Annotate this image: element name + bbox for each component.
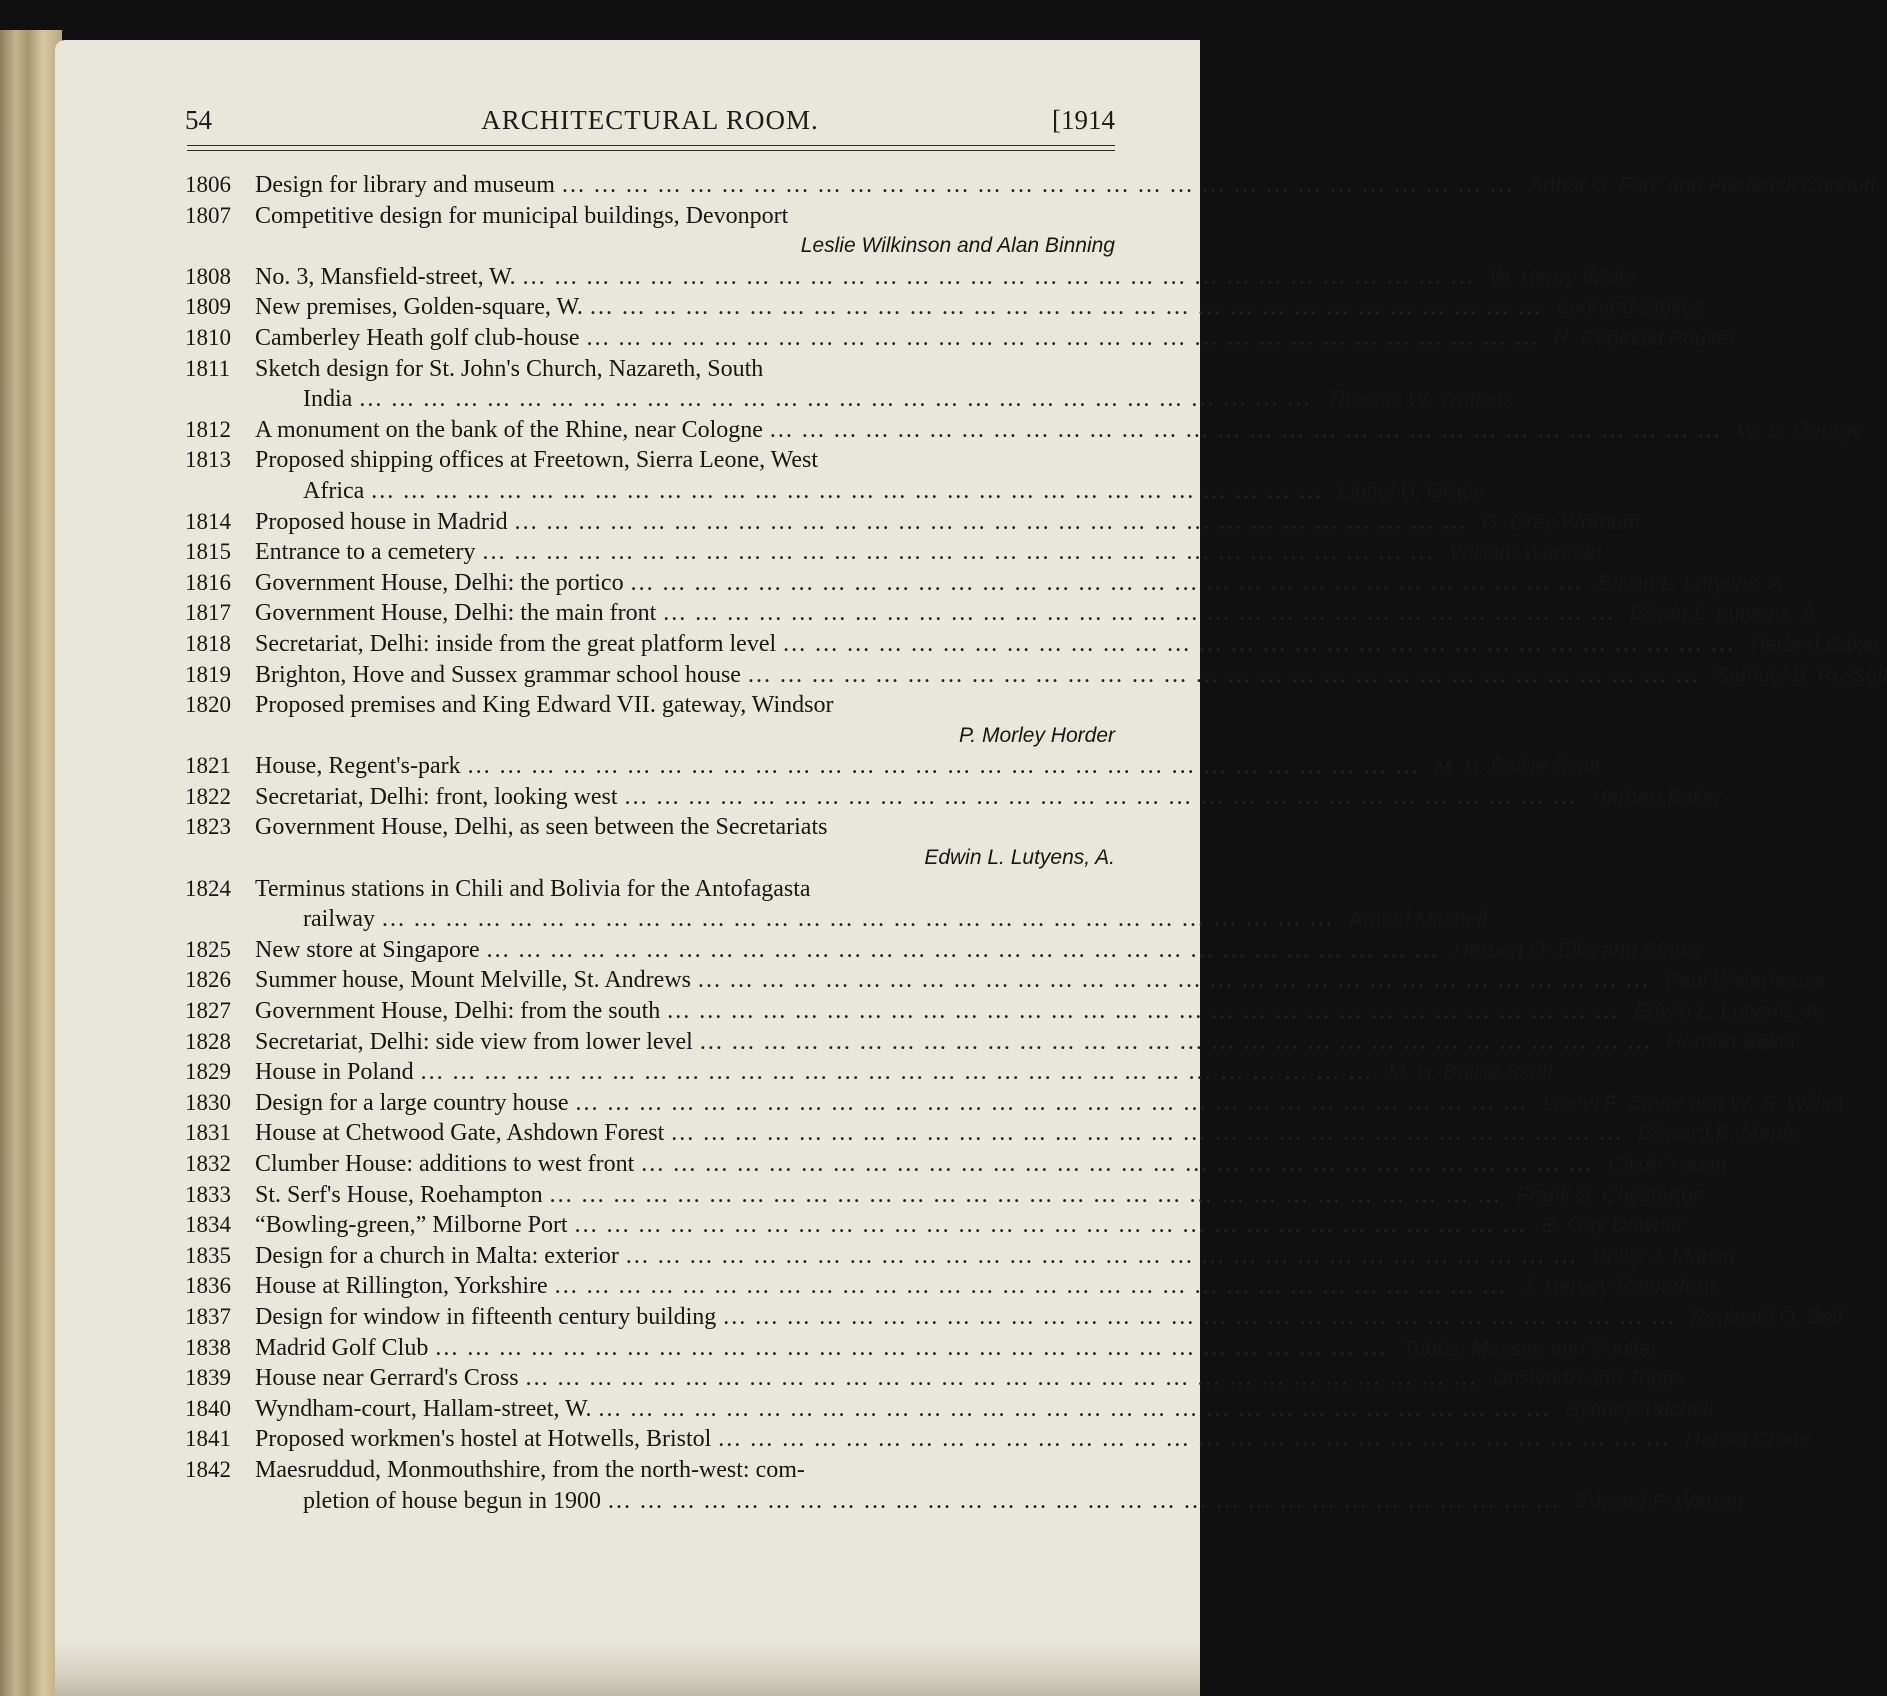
entry-title: No. 3, Mansfield-street, W. (255, 263, 516, 290)
entry-body (255, 965, 1826, 996)
entry-body (255, 1027, 1798, 1058)
leader-dots (519, 1363, 1485, 1394)
leader-dots (428, 1333, 1394, 1364)
catalogue-entry (185, 292, 1705, 323)
entry-author: M. H. Baillie Scott (1387, 1061, 1554, 1085)
entry-body (255, 201, 1115, 262)
catalogue-entry (185, 1149, 1728, 1180)
catalogue-entry (185, 201, 1115, 262)
entry-body (255, 507, 1640, 538)
entry-author: Lionel F. Crane and W. S. Willan (1542, 1091, 1844, 1115)
entry-author: Frank S. Chesterton (1516, 1183, 1705, 1207)
entry-number: 1818 (185, 630, 231, 656)
catalogue-entries (185, 170, 1887, 1516)
leader-dots (591, 1394, 1557, 1425)
leader-dots (693, 1027, 1659, 1058)
entry-line (255, 231, 1115, 262)
entry-title: Secretariat, Delhi: side view from lower level (255, 1028, 693, 1055)
entry-line (255, 201, 1115, 232)
entry-number: 1840 (185, 1395, 231, 1421)
entry-number: 1834 (185, 1212, 231, 1238)
entry-line (255, 1302, 1842, 1333)
entry-title: Proposed premises and King Edward VII. gateway, Windsor (255, 692, 834, 719)
catalogue-entry (185, 1394, 1713, 1425)
leader-dots (548, 1271, 1514, 1302)
entry-line (255, 782, 1722, 813)
leader-dots (555, 170, 1521, 201)
header-rule-top (187, 145, 1115, 146)
entry-title-continued: pletion of house begun in 1900 (303, 1487, 601, 1514)
entry-author: Clyde Young (1608, 1153, 1728, 1176)
entry-author: Herbert Baker (1750, 632, 1881, 656)
entry-number: 1807 (185, 202, 231, 228)
leader-dots (516, 262, 1482, 293)
entry-title: Terminus stations in Chili and Bolivia for the Antofagasta (255, 875, 811, 902)
entry-line (255, 507, 1640, 538)
entry-number: 1825 (185, 936, 231, 962)
entry-line (255, 629, 1881, 660)
entry-number: 1815 (185, 539, 231, 565)
entry-line (255, 1486, 1743, 1517)
leader-dots (352, 384, 1318, 415)
entry-author: Reginald O. Bell (1690, 1305, 1842, 1329)
leader-dots (711, 1424, 1677, 1455)
entry-number: 1841 (185, 1426, 231, 1452)
entry-line (255, 1424, 1810, 1455)
entry-author: Lionel U. Grace (1338, 479, 1485, 503)
catalogue-entry (185, 568, 1789, 599)
entry-number: 1813 (185, 447, 231, 473)
entry-line (255, 1363, 1685, 1394)
entry-title: New store at Singapore (255, 936, 480, 963)
entry-number: 1814 (185, 508, 231, 534)
entry-line (255, 1057, 1553, 1088)
entry-body (255, 1180, 1705, 1211)
entry-body (255, 1363, 1685, 1394)
entry-author: Edwin L. Lutyens, A. (1630, 602, 1821, 626)
leader-dots (461, 751, 1427, 782)
entry-author: Thomas W. Watkins (1326, 388, 1514, 412)
entry-title: A monument on the bank of the Rhine, near Cologne (255, 416, 763, 443)
entry-body (255, 1088, 1843, 1119)
entry-body (255, 1210, 1684, 1241)
entry-line (255, 1271, 1715, 1302)
leader-dots (618, 782, 1584, 813)
leader-dots (634, 1149, 1600, 1180)
entry-line (255, 170, 1876, 201)
entry-title: Sketch design for St. John's Church, Nazareth, South (255, 355, 764, 382)
entry-number: 1806 (185, 172, 231, 197)
entry-body (255, 629, 1881, 660)
leader-dots (741, 660, 1707, 691)
catalogue-entry (185, 1118, 1800, 1149)
entry-line (255, 965, 1826, 996)
entry-body (255, 537, 1602, 568)
entry-title: Government House, Delhi: the main front (255, 600, 657, 627)
entry-title: House near Gerrard's Cross (255, 1365, 519, 1392)
entry-number: 1819 (185, 661, 231, 687)
entry-line (255, 537, 1602, 568)
entry-author: Tubbs, Messer, and Poulter (1402, 1336, 1658, 1360)
entry-title: St. Serf's House, Roehampton (255, 1181, 543, 1208)
leader-dots (776, 629, 1742, 660)
entry-body (255, 812, 1115, 873)
entry-author: Arnold Mitchell (1348, 908, 1487, 932)
entry-line (255, 1455, 1743, 1486)
leader-dots (716, 1302, 1682, 1333)
entry-author: W. S. George (1736, 418, 1864, 442)
entry-number: 1812 (185, 416, 231, 442)
entry-number: 1837 (185, 1303, 231, 1329)
entry-author: Edwin L. Lutyens, A. (1597, 571, 1789, 595)
entry-line (255, 812, 1115, 843)
catalogue-entry (185, 1271, 1716, 1302)
entry-author: Paul Waterhouse (1664, 969, 1826, 993)
entry-body (255, 1149, 1727, 1180)
leader-dots (568, 1210, 1534, 1241)
leader-dots (375, 904, 1341, 935)
entry-number: 1822 (185, 783, 231, 809)
entry-author: M. H. Baillie Scott (1434, 755, 1601, 779)
entry-title: Entrance to a cemetery (255, 539, 476, 566)
entry-line (255, 1027, 1798, 1058)
entry-title: Proposed house in Madrid (255, 508, 508, 535)
entry-title: House in Poland (255, 1059, 414, 1086)
catalogue-entry (185, 1210, 1684, 1241)
entry-line (255, 1088, 1843, 1119)
entry-line (255, 1118, 1799, 1149)
entry-title: Design for library and museum (255, 172, 555, 198)
leader-dots (619, 1241, 1585, 1272)
catalogue-entry (185, 354, 1514, 415)
entry-line (255, 568, 1788, 599)
catalogue-entry (185, 1455, 1744, 1516)
leader-dots (601, 1486, 1567, 1517)
catalogue-entry (185, 812, 1115, 873)
entry-line (255, 292, 1704, 323)
entry-line (255, 1394, 1713, 1425)
entry-title: Government House, Delhi: from the south (255, 998, 661, 1025)
entry-title: Brighton, Hove and Sussex grammar school house (255, 661, 741, 688)
leader-dots (656, 598, 1622, 629)
entry-line (255, 996, 1825, 1027)
entry-body (255, 782, 1722, 813)
catalogue-entry (185, 415, 1864, 446)
entry-line (255, 721, 1115, 752)
leader-dots (568, 1088, 1534, 1119)
entry-line (255, 843, 1115, 874)
catalogue-entry (185, 598, 1821, 629)
leader-dots (414, 1057, 1380, 1088)
entry-line (255, 904, 1487, 935)
leader-dots (691, 965, 1657, 996)
entry-title: Design for window in fifteenth century building (255, 1303, 717, 1330)
entry-title: Camberley Heath golf club-house (255, 324, 580, 351)
entry-number: 1828 (185, 1028, 231, 1054)
entry-line (255, 598, 1821, 629)
entry-line (255, 1333, 1658, 1364)
catalogue-entry (185, 690, 1115, 751)
entry-title: Proposed workmen's hostel at Hotwells, Bristol (255, 1426, 712, 1453)
entry-title-continued: India (303, 386, 353, 413)
entry-title: Government House, Delhi: the portico (255, 569, 624, 596)
entry-body (255, 598, 1821, 629)
entry-body (255, 445, 1484, 506)
leader-dots (664, 1118, 1630, 1149)
entry-author: Philip J. Marvin (1592, 1244, 1736, 1268)
catalogue-entry (185, 507, 1641, 538)
catalogue-entry (185, 751, 1601, 782)
entry-number: 1833 (185, 1181, 231, 1207)
entry-line (255, 751, 1600, 782)
catalogue-entry (185, 996, 1825, 1027)
catalogue-entry (185, 445, 1485, 506)
entry-author: J. Hervey Rutherford (1521, 1275, 1716, 1299)
entry-title: Competitive design for municipal buildings, Devonport (255, 202, 789, 229)
entry-number: 1829 (185, 1059, 231, 1085)
catalogue-entry (185, 629, 1881, 660)
entry-line (255, 935, 1703, 966)
entry-title: House at Chetwood Gate, Ashdown Forest (255, 1120, 665, 1147)
catalogue-entry (185, 170, 1876, 201)
entry-author: Leslie Wilkinson and Alan Binning (800, 234, 1115, 258)
entry-body (255, 415, 1863, 446)
entry-line (255, 690, 1115, 721)
entry-line (255, 476, 1484, 507)
entry-number: 1821 (185, 753, 231, 779)
entry-body (255, 354, 1513, 415)
entry-number: 1823 (185, 814, 231, 840)
entry-line (255, 1241, 1735, 1272)
entry-author: Sydney Tatchell (1565, 1397, 1713, 1421)
entry-line (255, 445, 1484, 476)
entry-line (255, 384, 1513, 415)
entry-title: Wyndham-court, Hallam-street, W. (255, 1395, 592, 1422)
page-title: ARCHITECTURAL ROOM. (481, 105, 819, 135)
page-header (185, 105, 1115, 145)
entry-author: E. Guy Dawber (1541, 1214, 1684, 1238)
entry-author: Edwin L. Lutyens, A. (924, 846, 1115, 870)
entry-title: Design for a church in Malta: exterior (255, 1242, 619, 1269)
entry-body (255, 1057, 1553, 1088)
catalogue-entry (185, 1424, 1811, 1455)
entry-author: Edward B. Maufe (1638, 1122, 1800, 1146)
leader-dots (543, 1180, 1509, 1211)
page-year: [1914 (1052, 105, 1115, 135)
catalogue-entry (185, 965, 1826, 996)
entry-title: Summer house, Mount Melville, St. Andrews (255, 967, 691, 994)
entry-author: W. Henry White (1489, 265, 1636, 289)
entry-title: Maesruddud, Monmouthshire, from the north-west: com- (255, 1456, 805, 1483)
entry-number: 1832 (185, 1151, 231, 1176)
entry-author: Edwin L. Lutyens, A. (1634, 1000, 1825, 1024)
entry-author: Arthur C. Fare and Frederick Cannon (1528, 174, 1876, 197)
entry-body (255, 935, 1703, 966)
entry-line (255, 323, 1736, 354)
entry-number: 1810 (185, 324, 231, 350)
page-bottom-edge (55, 1640, 1200, 1696)
entry-author: Leonard Stokes (1556, 296, 1705, 320)
entry-title: Proposed shipping offices at Freetown, Sierra Leone, West (255, 447, 819, 474)
entry-title: House at Rillington, Yorkshire (255, 1273, 548, 1300)
page-number: 54 (185, 105, 212, 135)
catalogue-entry (185, 935, 1704, 966)
entry-number: 1824 (185, 875, 231, 901)
entry-body (255, 170, 1876, 201)
entry-number: 1826 (185, 967, 231, 993)
entry-line (255, 1210, 1684, 1241)
entry-body (255, 1394, 1713, 1425)
entry-body (255, 1424, 1810, 1455)
entry-number: 1830 (185, 1089, 231, 1115)
entry-author: P. Morley Horder (958, 723, 1115, 747)
entry-line (255, 660, 1887, 691)
catalogue-entry (185, 782, 1723, 813)
catalogue-entry (185, 537, 1602, 568)
entry-line (255, 262, 1636, 293)
catalogue-entry (185, 1302, 1842, 1333)
entry-body (255, 323, 1736, 354)
entry-title: Design for a large country house (255, 1089, 569, 1116)
entry-author: William Warman (1449, 541, 1602, 565)
catalogue-entry (185, 1363, 1685, 1394)
entry-body (255, 660, 1887, 691)
entry-body (255, 1118, 1799, 1149)
entry-author: Harold Crone (1685, 1428, 1811, 1452)
leader-dots (660, 996, 1626, 1027)
entry-body (255, 1333, 1658, 1364)
catalogue-entry (185, 1057, 1554, 1088)
entry-title: Secretariat, Delhi: front, looking west (255, 783, 618, 810)
entry-body (255, 1271, 1715, 1302)
entry-number: 1808 (185, 263, 231, 289)
entry-author: H. Reginald Poulter (1553, 326, 1736, 350)
entry-number: 1811 (185, 355, 231, 381)
catalogue-entry (185, 1027, 1798, 1058)
leader-dots (364, 476, 1330, 507)
entry-title: Secretariat, Delhi: inside from the great platform level (255, 630, 777, 657)
entry-body (255, 1302, 1842, 1333)
entry-author: Samuel B. Russell (1714, 663, 1887, 687)
entry-body (255, 874, 1487, 935)
entry-author: Herbert Baker (1591, 785, 1723, 809)
entry-line (255, 354, 1513, 385)
entry-line (255, 1180, 1705, 1211)
entry-body (255, 1241, 1735, 1272)
catalogue-entry (185, 1180, 1705, 1211)
entry-number: 1816 (185, 569, 231, 595)
entry-body (255, 1455, 1743, 1516)
entry-number: 1838 (185, 1334, 231, 1360)
catalogue-entry (185, 1333, 1658, 1364)
entry-body (255, 292, 1704, 323)
entry-title: House, Regent's-park (255, 753, 461, 780)
entry-body (255, 262, 1636, 293)
entry-body (255, 568, 1788, 599)
entry-number: 1809 (185, 294, 231, 320)
entry-author: Edward P. Warren (1574, 1489, 1744, 1513)
catalogue-entry (185, 1241, 1736, 1272)
leader-dots (763, 415, 1729, 446)
entry-title-continued: Africa (303, 477, 365, 504)
entry-line (255, 415, 1863, 446)
entry-title: New premises, Golden-square, W. (255, 294, 583, 321)
leader-dots (508, 507, 1474, 538)
entry-body (255, 996, 1825, 1027)
leader-dots (480, 935, 1446, 966)
entry-title: “Bowling-green,” Milborne Port (255, 1212, 568, 1239)
entry-author: Unsworth and Triggs (1492, 1367, 1685, 1391)
entry-title-continued: railway (303, 906, 375, 933)
entry-number: 1820 (185, 692, 231, 718)
catalogue-entry (185, 1088, 1844, 1119)
entry-number: 1839 (185, 1365, 231, 1391)
entry-number: 1836 (185, 1273, 231, 1299)
header-rule-bottom (187, 150, 1115, 151)
entry-author: Herbert Baker (1666, 1030, 1798, 1054)
catalogue-entry (185, 262, 1636, 293)
entry-body (255, 690, 1115, 751)
entry-number: 1827 (185, 998, 231, 1024)
catalogue-entry (185, 660, 1887, 691)
entry-number: 1817 (185, 600, 231, 626)
entry-title: Madrid Golf Club (255, 1334, 429, 1361)
entry-author: Herbert O. Ellis and Clarke (1453, 938, 1704, 962)
entry-title: Clumber House: additions to west front (255, 1151, 635, 1177)
leader-dots (476, 537, 1442, 568)
catalogue-entry (185, 323, 1736, 354)
entry-line (255, 874, 1487, 905)
entry-line (255, 1149, 1727, 1180)
leader-dots (580, 323, 1546, 354)
book-spine-edge (0, 30, 62, 1696)
leader-dots (583, 292, 1549, 323)
entry-title: Government House, Delhi, as seen between the Secretariats (255, 814, 828, 841)
catalogue-entry (185, 874, 1487, 935)
entry-author: G. Grey Wornum (1481, 510, 1641, 534)
entry-number: 1835 (185, 1242, 231, 1268)
leader-dots (624, 568, 1590, 599)
entry-number: 1831 (185, 1120, 231, 1146)
entry-body (255, 751, 1600, 782)
entry-number: 1842 (185, 1456, 231, 1482)
